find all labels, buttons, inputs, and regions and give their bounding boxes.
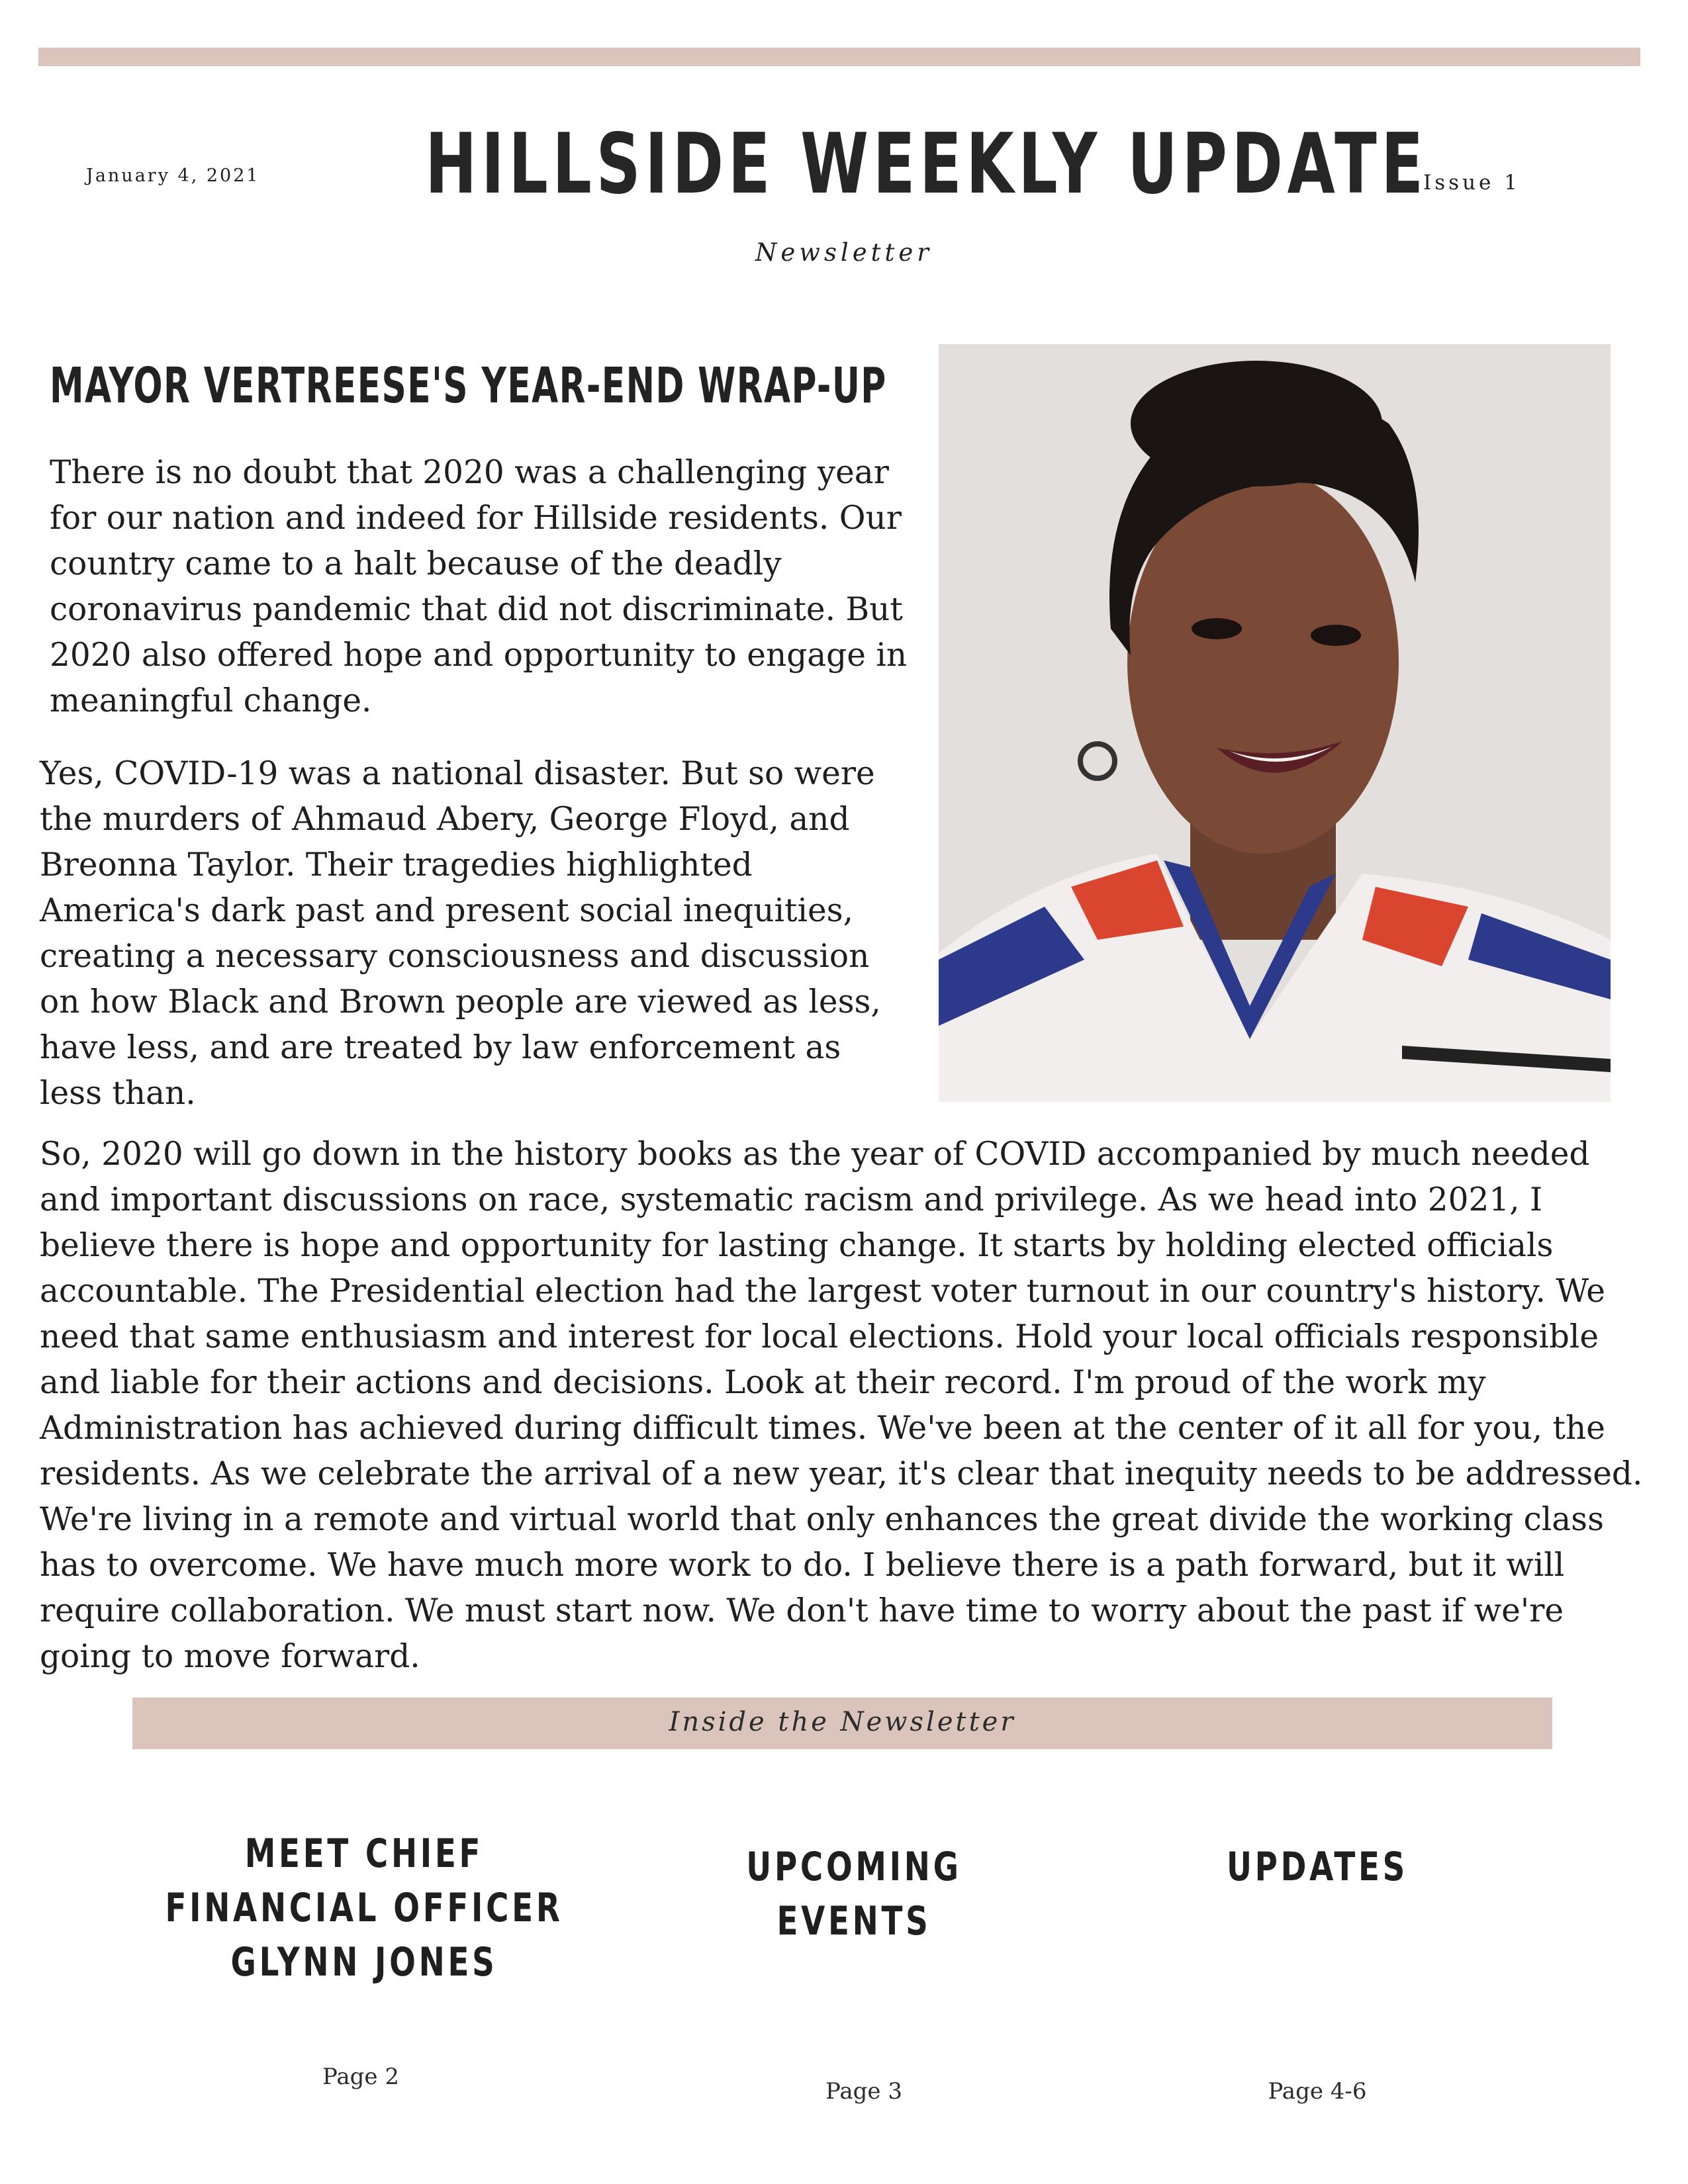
mayor-portrait-photo xyxy=(939,344,1611,1102)
toc-item-updates: UPDATES xyxy=(1226,1844,1409,1890)
toc-page-ref: Page 4-6 xyxy=(1268,2078,1367,2105)
issue-date: January 4, 2021 xyxy=(86,165,260,186)
article-paragraph: So, 2020 will go down in the history books as the year of COVID accompanied by much needed and important discussions on race, systematic racism and privilege. As we head into 2021, I believe there is hope and opportunity for lasting change. It starts by holding elected officials accountable. The Presidential election had the largest voter turnout in our country's history. We need that same enthusiasm and interest for local elections. Hold your local officials responsible and liable for their actions and decisions. Look at their record. I'm proud of the work my Administration has achieved during difficult times. We've been at the center of it all for you, the residents. As we celebrate the arrival of a new year, it's clear that inequity needs to be addressed. We're living in a remote and virtual world that only enhances the great divide the working class has to overcome. We have much more work to do. I believe there is a path forward, but it will require collaboration. We must start now. We don't have time to worry about the past if we're going to move forward. xyxy=(40,1136,1643,1675)
toc-item-events: UPCOMING EVENTS xyxy=(746,1844,962,1944)
issue-number: Issue 1 xyxy=(1423,171,1521,195)
toc-page-ref: Page 3 xyxy=(825,2078,902,2105)
inside-newsletter-label: Inside the Newsletter xyxy=(669,1707,1016,1737)
article-heading: MAYOR VERTREESE'S YEAR-END WRAP-UP xyxy=(50,357,887,414)
toc-page-ref: Page 2 xyxy=(322,2064,399,2090)
inside-newsletter-banner xyxy=(132,1698,1552,1749)
newsletter-title: HILLSIDE WEEKLY UPDATE xyxy=(425,115,1428,212)
article-paragraph: There is no doubt that 2020 was a challenging year for our nation and indeed for Hillside residents. Our country came to a halt because of the deadly coronavirus pandemic that did not discriminate. But 2020 also offered hope and opportunity to engage in meaningful change. xyxy=(50,454,908,719)
article-paragraph: Yes, COVID-19 was a national disaster. But so were the murders of Ahmaud Abery, George Floyd, and Breonna Taylor. Their tragedies highlighted America's dark past and present social inequities, creating a necessary consciousness and discussion on how Black and Brown people are viewed as less, have less, and are treated by law enforcement as less than. xyxy=(40,755,881,1112)
top-accent-bar xyxy=(38,48,1640,66)
newsletter-subtitle: Newsletter xyxy=(755,238,933,267)
toc-item-cfo: MEET CHIEF FINANCIAL OFFICER GLYNN JONES xyxy=(165,1831,563,1985)
